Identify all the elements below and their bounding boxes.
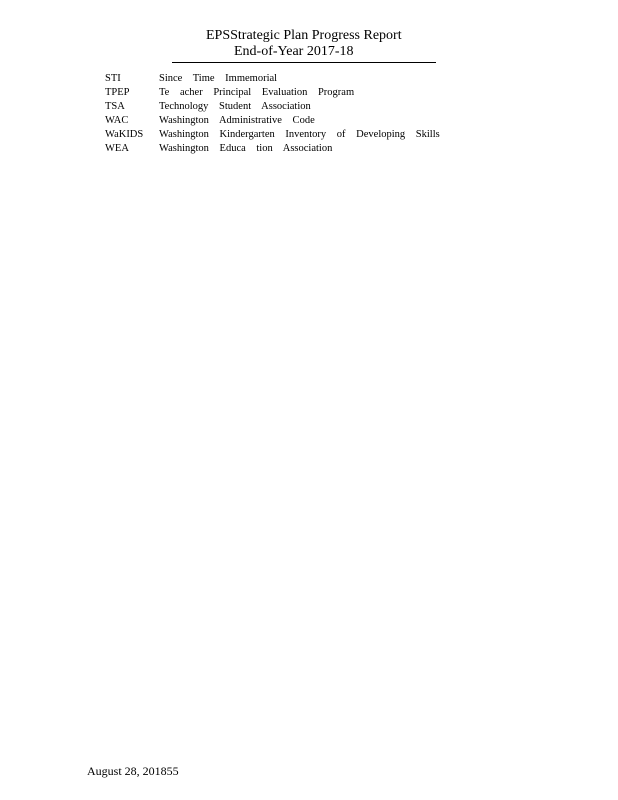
glossary-row	[105, 72, 440, 86]
header-rule	[172, 62, 436, 63]
glossary-definition: Washington Educa tion Association	[159, 143, 333, 154]
glossary-definition: Washington Kindergarten Inventory of Developing Skills	[159, 129, 440, 140]
glossary-definition: Technology Student Association	[159, 101, 311, 112]
glossary-abbreviation: TPEP	[105, 87, 130, 98]
report-header	[172, 28, 436, 63]
glossary-abbreviation: STI	[105, 73, 121, 84]
report-title: EPSStrategic Plan Progress Report	[206, 28, 402, 43]
report-subtitle: End-of-Year 2017-18	[234, 44, 354, 59]
glossary-abbreviation: WEA	[105, 143, 129, 154]
glossary-definition: Since Time Immemorial	[159, 73, 278, 84]
glossary-row	[105, 142, 440, 156]
glossary-row	[105, 100, 440, 114]
glossary-abbreviation: WaKIDS	[105, 129, 144, 140]
glossary-row	[105, 128, 440, 142]
glossary-definition: Washington Administrative Code	[159, 115, 315, 126]
glossary-row	[105, 86, 440, 100]
acronym-glossary	[105, 72, 440, 156]
glossary-definition: Te acher Principal Evaluation Program	[159, 87, 355, 98]
glossary-row	[105, 114, 440, 128]
glossary-abbreviation: TSA	[105, 101, 125, 112]
glossary-abbreviation: WAC	[105, 115, 129, 126]
page-footer: August 28, 201855	[87, 764, 179, 778]
